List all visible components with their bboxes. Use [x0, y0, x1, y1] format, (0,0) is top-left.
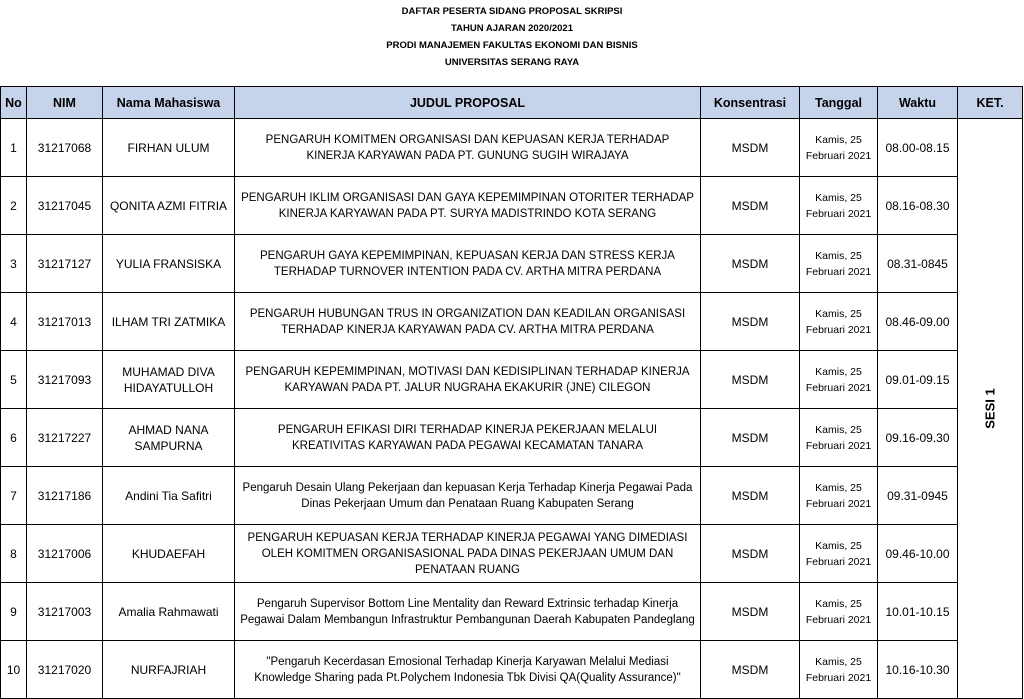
- cell-judul: "Pengaruh Kecerdasan Emosional Terhadap Kinerja Karyawan Melalui Mediasi Knowledge Sharing pada Pt.Polychem Indonesia Tbk Divisi QA(Quality Assurance)": [235, 641, 701, 699]
- cell-nim: 31217006: [27, 525, 103, 583]
- col-header-judul: JUDUL PROPOSAL: [235, 87, 701, 119]
- table-row: [1, 583, 1023, 641]
- cell-nim: 31217093: [27, 351, 103, 409]
- cell-waktu: 09.31-0945: [878, 467, 958, 525]
- cell-nim: 31217127: [27, 235, 103, 293]
- cell-konsentrasi: MSDM: [701, 351, 800, 409]
- header-year: TAHUN AJARAN 2020/2021: [451, 23, 573, 34]
- cell-nim: 31217186: [27, 467, 103, 525]
- cell-nama: Amalia Rahmawati: [103, 583, 235, 641]
- cell-waktu: 08.16-08.30: [878, 177, 958, 235]
- cell-tanggal: Kamis, 25 Februari 2021: [800, 351, 878, 409]
- cell-tanggal: Kamis, 25 Februari 2021: [800, 177, 878, 235]
- cell-no: 3: [1, 235, 27, 293]
- cell-no: 10: [1, 641, 27, 699]
- col-header-waktu: Waktu: [878, 87, 958, 119]
- table-row: [1, 235, 1023, 293]
- cell-waktu: 09.46-10.00: [878, 525, 958, 583]
- cell-tanggal: Kamis, 25 Februari 2021: [800, 119, 878, 177]
- cell-waktu: 08.46-09.00: [878, 293, 958, 351]
- cell-no: 5: [1, 351, 27, 409]
- cell-konsentrasi: MSDM: [701, 235, 800, 293]
- cell-konsentrasi: MSDM: [701, 641, 800, 699]
- cell-nim: 31217013: [27, 293, 103, 351]
- cell-judul: PENGARUH GAYA KEPEMIMPINAN, KEPUASAN KERJA DAN STRESS KERJA TERHADAP TURNOVER INTENTION PADA CV. ARTHA MITRA PERDANA: [235, 235, 701, 293]
- cell-no: 4: [1, 293, 27, 351]
- cell-waktu: 10.01-10.15: [878, 583, 958, 641]
- col-header-nim: NIM: [27, 87, 103, 119]
- col-header-nama: Nama Mahasiswa: [103, 87, 235, 119]
- col-header-konsentrasi: Konsentrasi: [701, 87, 800, 119]
- cell-nim: 31217003: [27, 583, 103, 641]
- cell-no: 8: [1, 525, 27, 583]
- cell-tanggal: Kamis, 25 Februari 2021: [800, 583, 878, 641]
- cell-tanggal: Kamis, 25 Februari 2021: [800, 293, 878, 351]
- cell-konsentrasi: MSDM: [701, 467, 800, 525]
- cell-nama: FIRHAN ULUM: [103, 119, 235, 177]
- cell-no: 9: [1, 583, 27, 641]
- cell-nama: YULIA FRANSISKA: [103, 235, 235, 293]
- cell-no: 7: [1, 467, 27, 525]
- cell-tanggal: Kamis, 25 Februari 2021: [800, 467, 878, 525]
- cell-waktu: 09.16-09.30: [878, 409, 958, 467]
- cell-konsentrasi: MSDM: [701, 293, 800, 351]
- cell-judul: PENGARUH IKLIM ORGANISASI DAN GAYA KEPEMIMPINAN OTORITER TERHADAP KINERJA KARYAWAN PADA PT. SURYA MADISTRINDO KOTA SERANG: [235, 177, 701, 235]
- table-row: [1, 351, 1023, 409]
- session-label: SESI 1: [982, 388, 998, 429]
- cell-nama: NURFAJRIAH: [103, 641, 235, 699]
- cell-nama: QONITA AZMI FITRIA: [103, 177, 235, 235]
- header-program: PRODI MANAJEMEN FAKULTAS EKONOMI DAN BISNIS: [386, 40, 638, 51]
- table-row: [1, 525, 1023, 583]
- cell-judul: PENGARUH KEPEMIMPINAN, MOTIVASI DAN KEDISIPLINAN TERHADAP KINERJA KARYAWAN PADA PT. JALUR NUGRAHA EKAKURIR (JNE) CILEGON: [235, 351, 701, 409]
- cell-judul: PENGARUH EFIKASI DIRI TERHADAP KINERJA PEKERJAAN MELALUI KREATIVITAS KARYAWAN PADA PEGAWAI KECAMATAN TANARA: [235, 409, 701, 467]
- cell-judul: PENGARUH KEPUASAN KERJA TERHADAP KINERJA PEGAWAI YANG DIMEDIASI OLEH KOMITMEN ORGANISASIONAL PADA DINAS PEKERJAAN UMUM DAN PENATAAN RUANG: [235, 525, 701, 583]
- cell-konsentrasi: MSDM: [701, 409, 800, 467]
- cell-tanggal: Kamis, 25 Februari 2021: [800, 525, 878, 583]
- cell-ket-session: [958, 119, 1023, 699]
- cell-nim: 31217227: [27, 409, 103, 467]
- cell-no: 1: [1, 119, 27, 177]
- document-header: [0, 0, 1024, 86]
- cell-no: 2: [1, 177, 27, 235]
- header-title: DAFTAR PESERTA SIDANG PROPOSAL SKRIPSI: [401, 6, 623, 17]
- cell-nim: 31217068: [27, 119, 103, 177]
- cell-konsentrasi: MSDM: [701, 177, 800, 235]
- cell-nama: ILHAM TRI ZATMIKA: [103, 293, 235, 351]
- cell-judul: PENGARUH KOMITMEN ORGANISASI DAN KEPUASAN KERJA TERHADAP KINERJA KARYAWAN PADA PT. GUNUNG SUGIH WIRAJAYA: [235, 119, 701, 177]
- cell-waktu: 08.31-0845: [878, 235, 958, 293]
- col-header-no: No: [1, 87, 27, 119]
- col-header-tanggal: Tanggal: [800, 87, 878, 119]
- cell-waktu: 08.00-08.15: [878, 119, 958, 177]
- table-row: [1, 119, 1023, 177]
- participants-table: [0, 86, 1023, 699]
- cell-judul: Pengaruh Supervisor Bottom Line Mentality dan Reward Extrinsic terhadap Kinerja Pegawai Dalam Membangun Infrastruktur Pembangunan Daerah Kabupaten Pandeglang: [235, 583, 701, 641]
- cell-nim: 31217045: [27, 177, 103, 235]
- table-row: [1, 409, 1023, 467]
- cell-tanggal: Kamis, 25 Februari 2021: [800, 235, 878, 293]
- cell-nama: MUHAMAD DIVA HIDAYATULLOH: [103, 351, 235, 409]
- col-header-ket: KET.: [958, 87, 1023, 119]
- cell-no: 6: [1, 409, 27, 467]
- table-row: [1, 467, 1023, 525]
- cell-konsentrasi: MSDM: [701, 119, 800, 177]
- cell-nama: Andini Tia Safitri: [103, 467, 235, 525]
- cell-judul: PENGARUH HUBUNGAN TRUS IN ORGANIZATION DAN KEADILAN ORGANISASI TERHADAP KINERJA KARYAWAN PADA CV. ARTHA MITRA PERDANA: [235, 293, 701, 351]
- cell-judul: Pengaruh Desain Ulang Pekerjaan dan kepuasan Kerja Terhadap Kinerja Pegawai Pada Dinas Pekerjaan Umum dan Penataan Ruang Kabupaten Serang: [235, 467, 701, 525]
- table-row: [1, 641, 1023, 699]
- table-header-row: [1, 87, 1023, 119]
- table-row: [1, 177, 1023, 235]
- header-university: UNIVERSITAS SERANG RAYA: [444, 57, 580, 68]
- cell-konsentrasi: MSDM: [701, 583, 800, 641]
- cell-konsentrasi: MSDM: [701, 525, 800, 583]
- cell-nama: AHMAD NANA SAMPURNA: [103, 409, 235, 467]
- cell-nim: 31217020: [27, 641, 103, 699]
- cell-tanggal: Kamis, 25 Februari 2021: [800, 641, 878, 699]
- cell-tanggal: Kamis, 25 Februari 2021: [800, 409, 878, 467]
- table-row: [1, 293, 1023, 351]
- cell-nama: KHUDAEFAH: [103, 525, 235, 583]
- cell-waktu: 09.01-09.15: [878, 351, 958, 409]
- cell-waktu: 10.16-10.30: [878, 641, 958, 699]
